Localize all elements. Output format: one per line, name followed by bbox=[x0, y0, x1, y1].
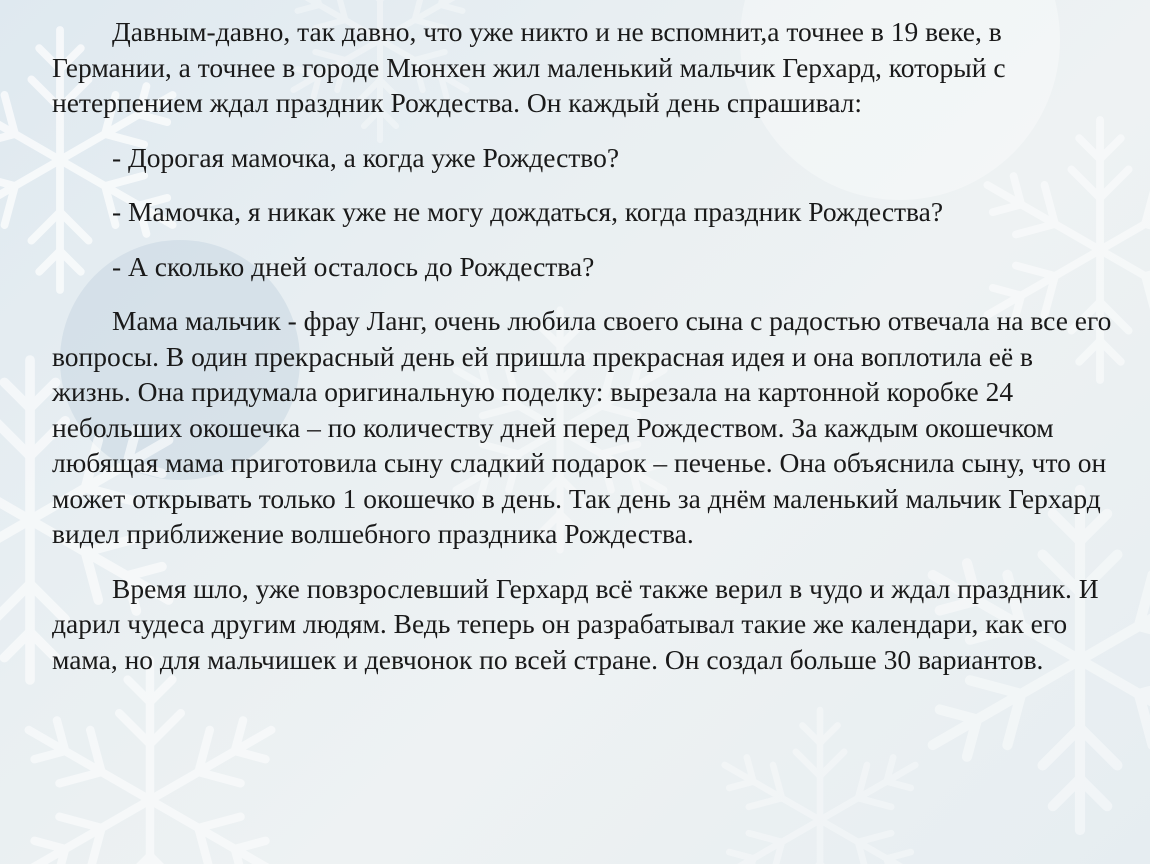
intro-paragraph: Давным-давно, так давно, что уже никто и не вспомнит,а точнее в 19 веке, в Германии, а точнее в городе Мюнхен жил маленький мальчик Герхард, который с нетерпением ждал праздник Рождества. Он каждый день спрашивал: bbox=[52, 16, 1006, 118]
question-line-2: - Мамочка, я никак уже не могу дождаться, когда праздник Рождества? bbox=[112, 196, 944, 227]
mother-paragraph: Мама мальчик - фрау Ланг, очень любила своего сына с радостью отвечала на все его вопросы. В один прекрасный день ей пришла прекрасная идея и она воплотила её в жизнь. Она придумала оригинальную поделку: вырезала на картонной коробке 24 небольших окошечка – по количеству дней перед Рождеством. За каждым окошечком любящая мама приготовила сыну сладкий подарок – печенье. Она объяснила сыну, что он может открывать только 1 окошечко в день. Так день за днём маленький мальчик Герхард видел приближение волшебного праздника Рождества. bbox=[52, 305, 1112, 549]
story-text-block bbox=[52, 14, 1112, 677]
question-line-1: - Дорогая мамочка, а когда уже Рождество? bbox=[112, 141, 620, 173]
closing-paragraph: Время шло, уже повзрослевший Герхард всё также верил в чудо и ждал праздник. И дарил чудеса другим людям. Ведь теперь он разрабатывал такие же календари, как его мама, но для мальчишек и девчонок по всей стране. Он создал больше 30 вариантов. bbox=[52, 572, 1099, 675]
question-line-3: - А сколько дней осталось до Рождества? bbox=[112, 250, 595, 282]
